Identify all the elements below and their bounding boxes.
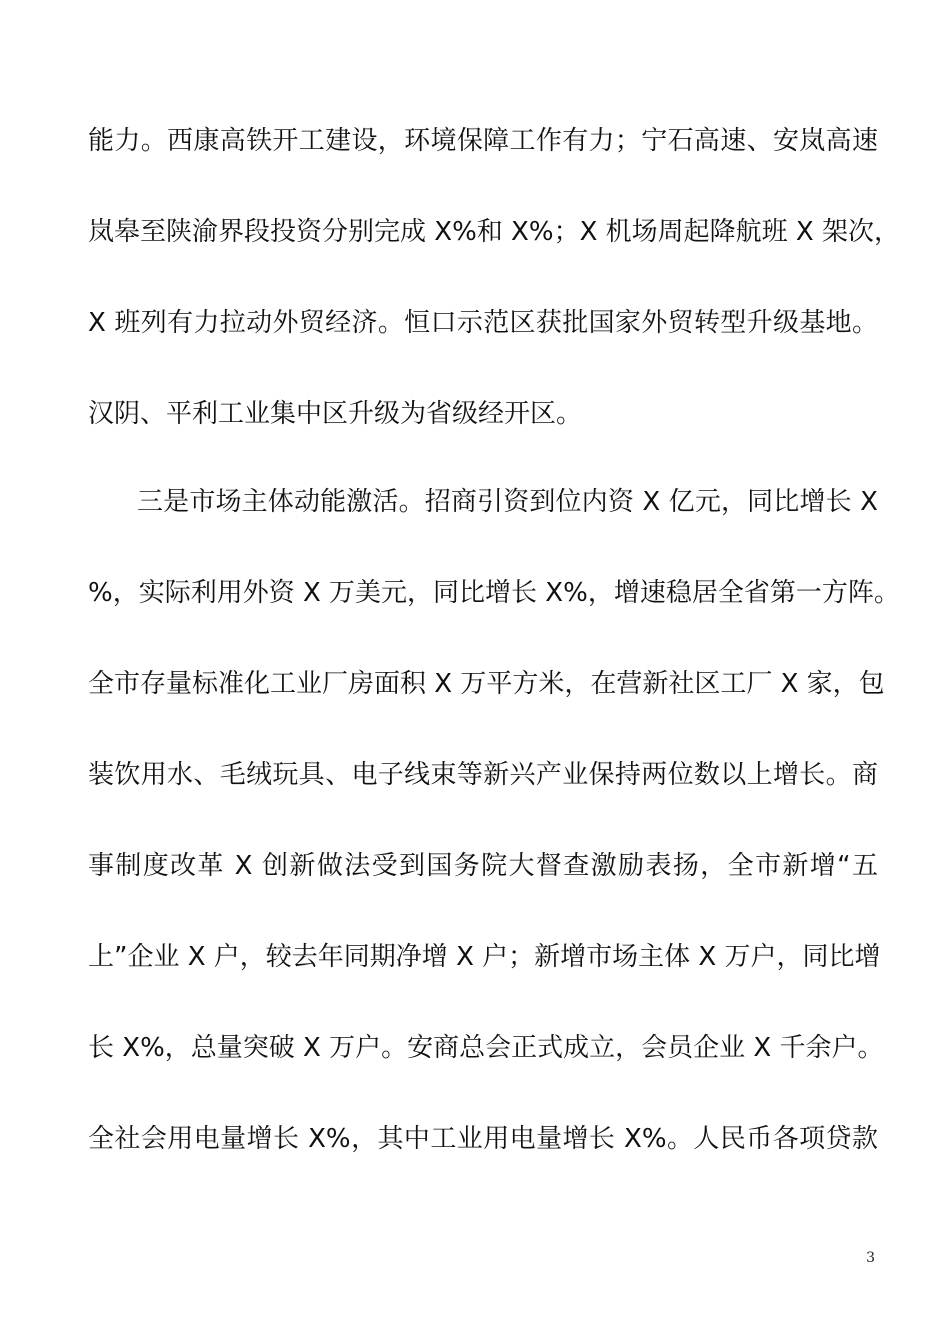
text-line-4: 汉阴、平利工业集中区升级为省级经开区。 [88,399,583,429]
text-line-8: 装饮用水、毛绒玩具、电子线束等新兴产业保持两位数以上增长。商 [88,760,878,790]
text-line-3: X 班列有力拉动外贸经济。恒口示范区获批国家外贸转型升级基地。 [88,308,878,338]
text-line-7: 全市存量标准化工业厂房面积 X 万平方米，在营新社区工厂 X 家，包 [88,669,885,699]
text-line-2: 岚皋至陕渝界段投资分别完成 X%和 X%；X 机场周起降航班 X 架次， [88,217,900,247]
text-line-10: 上”企业 X 户，较去年同期净增 X 户；新增市场主体 X 万户，同比增 [88,942,881,972]
text-line-9: 事制度改革 X 创新做法受到国务院大督查激励表扬，全市新增“五 [88,851,878,881]
text-line-11: 长 X%，总量突破 X 万户。安商总会正式成立，会员企业 X 千余户。 [88,1033,884,1063]
text-line-12: 全社会用电量增长 X%，其中工业用电量增长 X%。人民币各项贷款 [88,1124,878,1154]
text-line-5-paragraph-start: 三是市场主体动能激活。招商引资到位内资 X 亿元，同比增长 X [137,487,878,517]
page-number: 3 [866,1250,875,1266]
text-line-1: 能力。西康高铁开工建设，环境保障工作有力；宁石高速、安岚高速 [88,126,878,156]
text-line-6: %，实际利用外资 X 万美元，同比增长 X%，增速稳居全省第一方阵。 [88,578,900,608]
